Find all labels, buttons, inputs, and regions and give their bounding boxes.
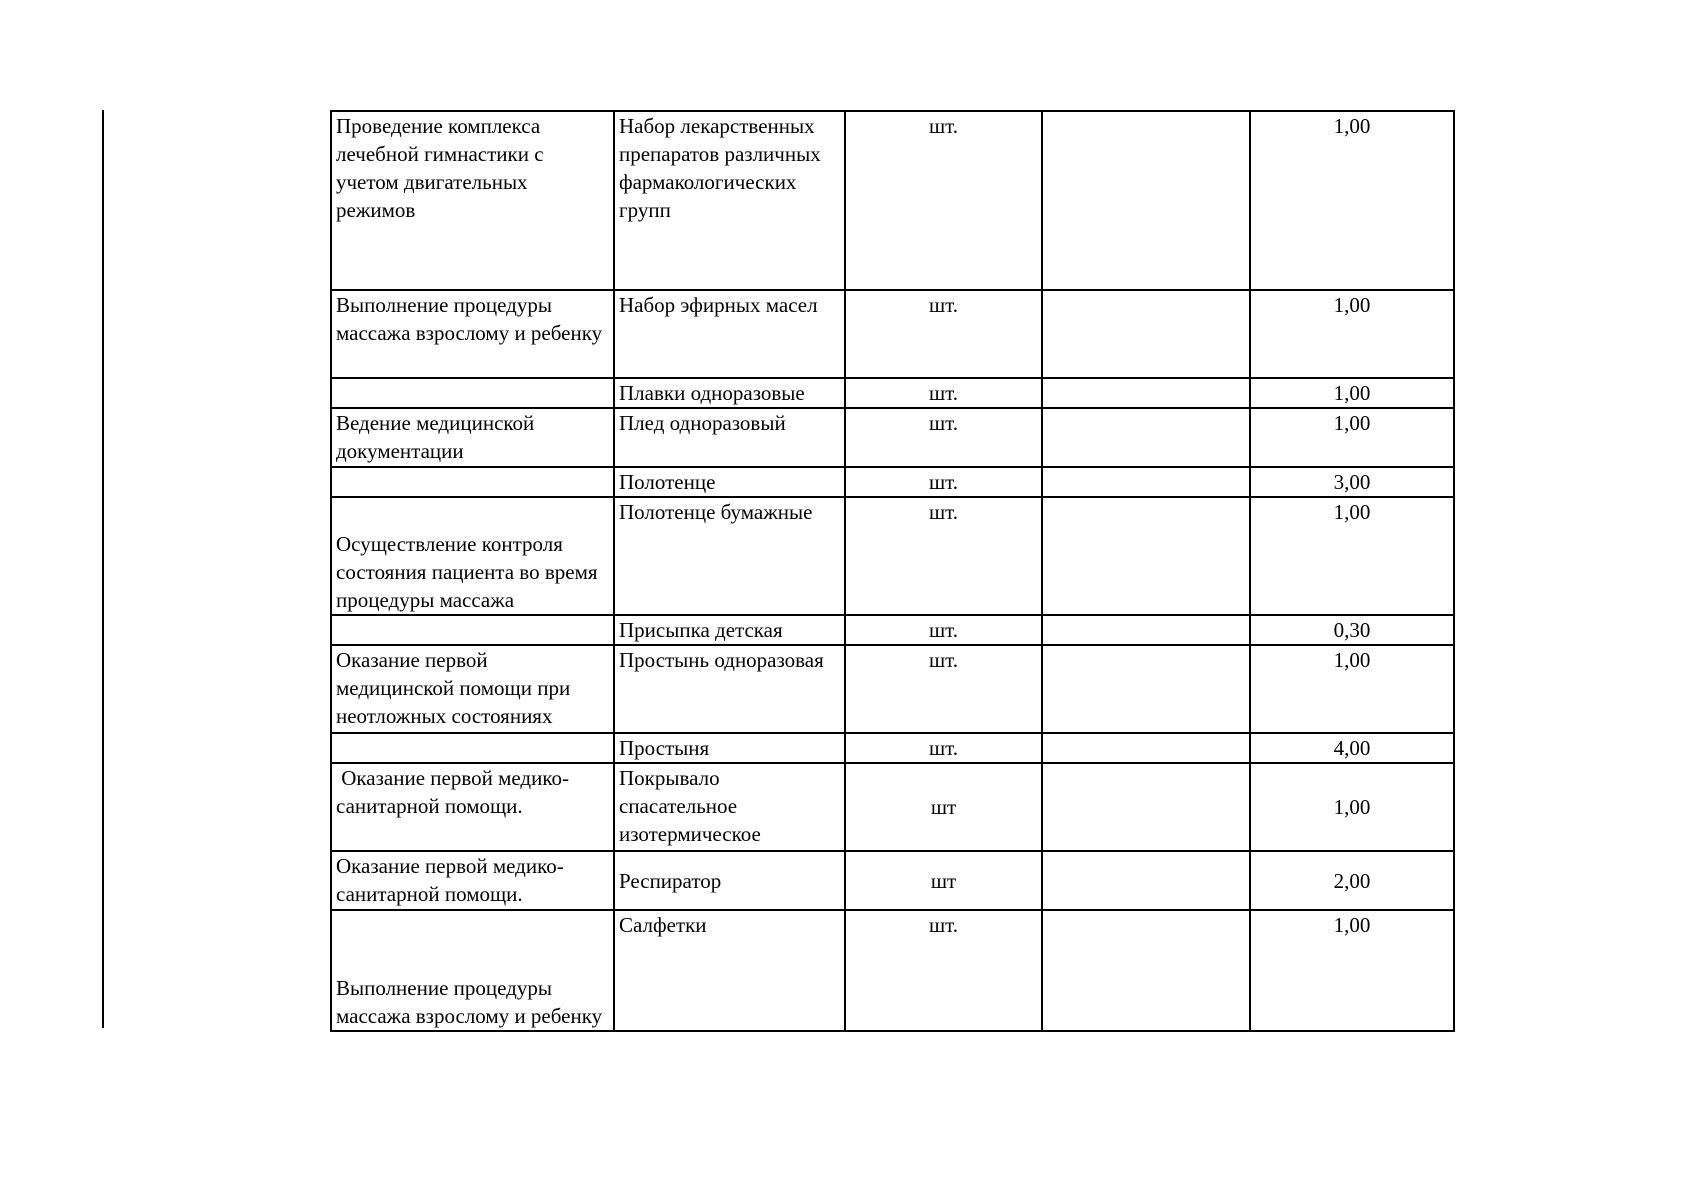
unit-cell: шт.	[845, 467, 1042, 497]
unit-cell: шт.	[845, 378, 1042, 408]
unit-cell: шт.	[845, 645, 1042, 733]
quantity-cell: 1,00	[1250, 290, 1454, 378]
table-row	[331, 910, 1454, 1031]
unit-cell: шт	[845, 851, 1042, 910]
quantity-cell: 1,00	[1250, 111, 1454, 290]
blank-cell	[1042, 615, 1250, 645]
table-row	[331, 497, 1454, 615]
activity-cell: Ведение медицинской документации	[331, 408, 614, 467]
quantity-cell: 1,00	[1250, 497, 1454, 615]
blank-cell	[1042, 467, 1250, 497]
table-row	[331, 467, 1454, 497]
blank-cell	[1042, 111, 1250, 290]
item-cell: Респиратор	[614, 851, 845, 910]
quantity-cell: 0,30	[1250, 615, 1454, 645]
blank-cell	[1042, 645, 1250, 733]
blank-cell	[1042, 408, 1250, 467]
blank-cell	[1042, 763, 1250, 851]
table-row	[331, 290, 1454, 378]
unit-cell: шт.	[845, 497, 1042, 615]
supplies-table	[330, 110, 1455, 1032]
quantity-cell: 1,00	[1250, 378, 1454, 408]
margin-line	[102, 110, 104, 1028]
item-cell: Плед одноразовый	[614, 408, 845, 467]
item-cell: Покрывало спасательное изотермическое	[614, 763, 845, 851]
item-cell: Простынь одноразовая	[614, 645, 845, 733]
quantity-cell: 1,00	[1250, 910, 1454, 1031]
quantity-cell: 1,00	[1250, 645, 1454, 733]
blank-cell	[1042, 910, 1250, 1031]
activity-cell: Выполнение процедуры массажа взрослому и ребенку	[331, 910, 614, 1031]
activity-cell	[331, 615, 614, 645]
table-row	[331, 733, 1454, 763]
unit-cell: шт.	[845, 910, 1042, 1031]
activity-cell: Оказание первой медицинской помощи при неотложных состояниях	[331, 645, 614, 733]
quantity-cell: 4,00	[1250, 733, 1454, 763]
item-cell: Полотенце	[614, 467, 845, 497]
activity-cell	[331, 378, 614, 408]
activity-cell: Выполнение процедуры массажа взрослому и ребенку	[331, 290, 614, 378]
quantity-cell: 3,00	[1250, 467, 1454, 497]
blank-cell	[1042, 497, 1250, 615]
item-cell: Присыпка детская	[614, 615, 845, 645]
blank-cell	[1042, 290, 1250, 378]
unit-cell: шт.	[845, 615, 1042, 645]
unit-cell: шт.	[845, 408, 1042, 467]
activity-cell	[331, 467, 614, 497]
item-cell: Плавки одноразовые	[614, 378, 845, 408]
table-row	[331, 111, 1454, 290]
unit-cell: шт.	[845, 111, 1042, 290]
item-cell: Набор лекарственных препаратов различных фармакологических групп	[614, 111, 845, 290]
table-row	[331, 615, 1454, 645]
quantity-cell: 2,00	[1250, 851, 1454, 910]
unit-cell: шт.	[845, 290, 1042, 378]
item-cell: Набор эфирных масел	[614, 290, 845, 378]
item-cell: Салфетки	[614, 910, 845, 1031]
table-row	[331, 408, 1454, 467]
activity-cell: Оказание первой медико-санитарной помощи.	[331, 851, 614, 910]
table-row	[331, 763, 1454, 851]
item-cell: Простыня	[614, 733, 845, 763]
item-cell: Полотенце бумажные	[614, 497, 845, 615]
table-row	[331, 378, 1454, 408]
unit-cell: шт.	[845, 733, 1042, 763]
quantity-cell: 1,00	[1250, 408, 1454, 467]
activity-cell: Осуществление контроля состояния пациента во время процедуры массажа	[331, 497, 614, 615]
unit-cell: шт	[845, 763, 1042, 851]
blank-cell	[1042, 851, 1250, 910]
activity-cell: Проведение комплекса лечебной гимнастики с учетом двигательных режимов	[331, 111, 614, 290]
quantity-cell: 1,00	[1250, 763, 1454, 851]
blank-cell	[1042, 378, 1250, 408]
table-row	[331, 851, 1454, 910]
activity-cell: Оказание первой медико-санитарной помощи.	[331, 763, 614, 851]
activity-cell	[331, 733, 614, 763]
blank-cell	[1042, 733, 1250, 763]
table-row	[331, 645, 1454, 733]
